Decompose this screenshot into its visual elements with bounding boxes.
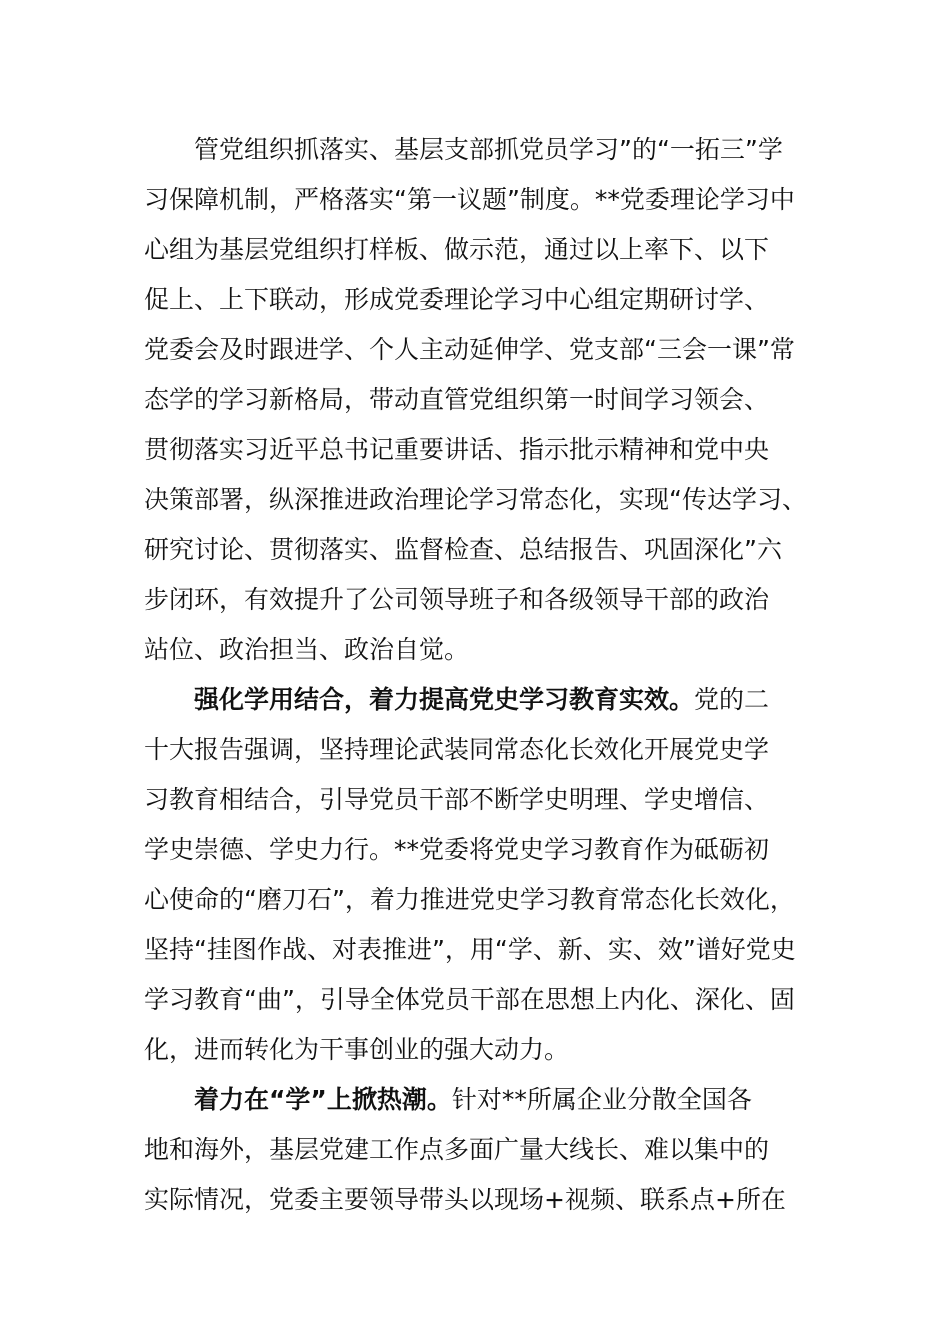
text-line: 党委会及时跟进学、个人主动延伸学、党支部“三会一课”常	[144, 335, 795, 364]
paragraph-heading: 强化学用结合，着力提高党史学习教育实效。	[194, 685, 695, 714]
paragraph-text: 针对**所属企业分散全国各	[451, 1085, 752, 1114]
text-line: 站位、政治担当、政治自觉。	[144, 635, 470, 664]
text-line: 管党组织抓落实、基层支部抓党员学习”的“一拓三”学	[194, 135, 783, 164]
text-line: 心组为基层党组织打样板、做示范，通过以上率下、以下	[144, 235, 770, 264]
text-line: 地和海外，基层党建工作点多面广量大线长、难以集中的	[144, 1135, 770, 1164]
paragraph-heading: 着力在“学”上掀热潮。	[194, 1085, 452, 1114]
text-line: 态学的学习新格局，带动直管党组织第一时间学习领会、	[144, 385, 770, 414]
text-line: 习保障机制，严格落实“第一议题”制度。**党委理论学习中	[144, 185, 795, 214]
paragraph-first-line	[194, 1082, 752, 1118]
paragraph-first-line	[194, 682, 769, 718]
text-line: 研究讨论、贯彻落实、监督检查、总结报告、巩固深化”六	[144, 535, 782, 564]
text-line: 十大报告强调，坚持理论武装同常态化长效化开展党史学	[144, 735, 770, 764]
text-line: 学史崇德、学史力行。**党委将党史学习教育作为砥砺初	[144, 835, 770, 864]
text-line: 贯彻落实习近平总书记重要讲话、指示批示精神和党中央	[144, 435, 770, 464]
text-line: 决策部署，纵深推进政治理论学习常态化，实现“传达学习、	[144, 485, 807, 514]
text-line: 心使命的“磨刀石”，着力推进党史学习教育常态化长效化，	[144, 885, 795, 914]
text-line: 学习教育“曲”，引导全体党员干部在思想上内化、深化、固	[144, 985, 795, 1014]
paragraph-text: 党的二	[694, 685, 770, 714]
text-line: 促上、上下联动，形成党委理论学习中心组定期研讨学、	[144, 285, 770, 314]
text-line: 实际情况，党委主要领导带头以现场+视频、联系点+所在	[144, 1185, 786, 1214]
text-line: 步闭环，有效提升了公司领导班子和各级领导干部的政治	[144, 585, 770, 614]
text-line: 坚持“挂图作战、对表推进”，用“学、新、实、效”谱好党史	[144, 935, 796, 964]
text-line: 化，进而转化为干事创业的强大动力。	[144, 1035, 570, 1064]
text-line: 习教育相结合，引导党员干部不断学史明理、学史增信、	[144, 785, 770, 814]
